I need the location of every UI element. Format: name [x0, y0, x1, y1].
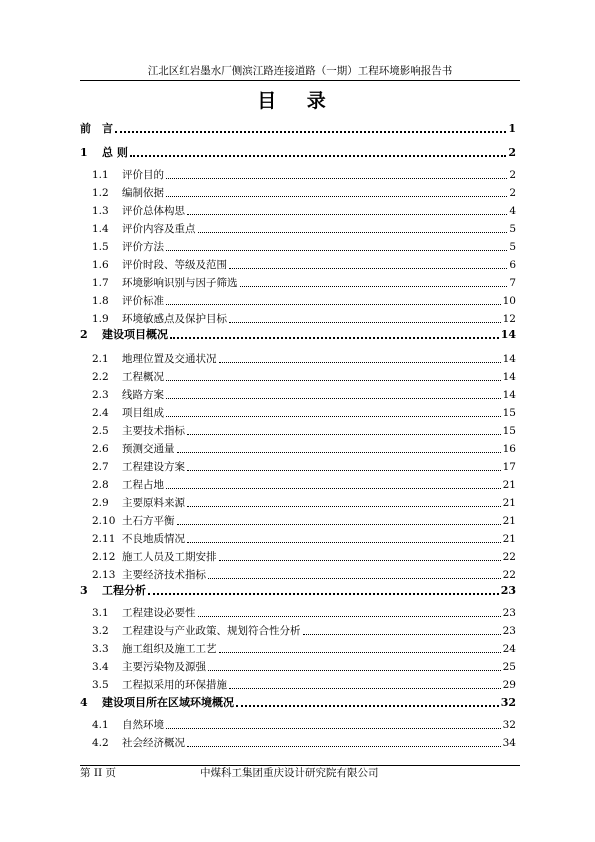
toc-entry-title: 建设项目概况: [102, 328, 168, 341]
toc-chapter-entry[interactable]: [80, 120, 516, 136]
toc-page-number: 24: [502, 643, 516, 655]
toc-page-number: 29: [502, 679, 516, 691]
toc-entry-number: 4.2: [92, 737, 109, 749]
toc-dot-leader: [166, 474, 501, 489]
toc-page-number: 2: [509, 187, 516, 199]
toc-entry-number: 2.2: [92, 371, 109, 383]
toc-page-number: 15: [502, 407, 516, 419]
toc-entry-title: 评价标准: [122, 295, 164, 307]
toc-section-entry[interactable]: [80, 716, 516, 732]
toc-dot-leader: [177, 510, 501, 525]
toc-entry-title: 编制依据: [122, 187, 164, 199]
toc-dot-leader: [166, 402, 501, 417]
toc-page-number: 21: [502, 533, 516, 545]
toc-dot-leader: [240, 272, 508, 287]
toc-entry-number: 2.1: [92, 353, 109, 365]
toc-chapter-entry[interactable]: [80, 694, 516, 710]
toc-entry-title: 地理位置及交通状况: [122, 353, 217, 365]
toc-section-entry[interactable]: [80, 350, 516, 366]
toc-entry-number: 1.9: [92, 313, 109, 325]
page-title: 目 录: [257, 90, 338, 112]
toc-section-entry[interactable]: [80, 202, 516, 218]
toc-page-number: 2: [508, 146, 516, 159]
toc-page-number: 2: [509, 169, 516, 181]
toc-entry-number: 前 言: [80, 122, 113, 135]
toc-dot-leader: [198, 602, 501, 617]
footer-rule: [80, 765, 520, 766]
toc-page-number: 12: [502, 313, 516, 325]
toc-section-entry[interactable]: [80, 622, 516, 638]
toc-chapter-entry[interactable]: [80, 582, 516, 598]
toc-section-entry[interactable]: [80, 184, 516, 200]
toc-entry-title: 总 则: [102, 146, 128, 159]
toc-dot-leader: [177, 438, 501, 453]
toc-page-number: 1: [508, 122, 516, 135]
toc-chapter-entry[interactable]: [80, 144, 516, 160]
toc-entry-title: 主要经济技术指标: [122, 569, 206, 581]
toc-page-number: 14: [502, 353, 516, 365]
toc-section-entry[interactable]: [80, 640, 516, 656]
toc-section-entry[interactable]: [80, 530, 516, 546]
toc-page-number: 21: [502, 479, 516, 491]
toc-section-entry[interactable]: [80, 404, 516, 420]
toc-page-number: 34: [502, 737, 516, 749]
toc-dot-leader: [229, 674, 501, 689]
toc-dot-leader: [166, 366, 501, 381]
toc-section-entry[interactable]: [80, 658, 516, 674]
toc-entry-title: 主要原料来源: [122, 497, 185, 509]
toc-dot-leader: [229, 254, 507, 269]
toc-entry-number: 3.3: [92, 643, 109, 655]
toc-entry-title: 项目组成: [122, 407, 164, 419]
toc-dot-leader: [148, 579, 499, 595]
toc-page-number: 21: [502, 515, 516, 527]
toc-entry-number: 2.10: [92, 515, 116, 527]
toc-section-entry[interactable]: [80, 676, 516, 692]
toc-page-number: 6: [509, 259, 516, 271]
toc-entry-title: 评价方法: [122, 241, 164, 253]
toc-entry-number: 2.9: [92, 497, 109, 509]
toc-dot-leader: [198, 218, 508, 233]
toc-entry-number: 2.13: [92, 569, 116, 581]
toc-section-entry[interactable]: [80, 440, 516, 456]
toc-entry-number: 3.4: [92, 661, 109, 673]
toc-section-entry[interactable]: [80, 220, 516, 236]
toc-dot-leader: [187, 732, 501, 747]
toc-dot-leader: [303, 620, 501, 635]
toc-section-entry[interactable]: [80, 512, 516, 528]
toc-dot-leader: [166, 182, 507, 197]
toc-page-number: 4: [509, 205, 516, 217]
toc-entry-number: 1.4: [92, 223, 109, 235]
toc-entry-number: 3.2: [92, 625, 109, 637]
toc-section-entry[interactable]: [80, 422, 516, 438]
toc-entry-title: 土石方平衡: [122, 515, 175, 527]
toc-entry-number: 1.6: [92, 259, 109, 271]
toc-dot-leader: [187, 492, 501, 507]
toc-entry-number: 4: [80, 696, 88, 709]
toc-section-entry[interactable]: [80, 292, 516, 308]
toc-entry-number: 1.5: [92, 241, 109, 253]
toc-section-entry[interactable]: [80, 734, 516, 750]
toc-section-entry[interactable]: [80, 386, 516, 402]
toc-chapter-entry[interactable]: [80, 326, 516, 342]
toc-entry-number: 2.8: [92, 479, 109, 491]
toc-entry-title: 施工组织及施工工艺: [122, 643, 217, 655]
page-number-label: 第 II 页: [80, 767, 116, 779]
toc-page-number: 23: [502, 625, 516, 637]
toc-entry-title: 主要污染物及源强: [122, 661, 206, 673]
toc-entry-number: 2.5: [92, 425, 109, 437]
toc-entry-title: 工程占地: [122, 479, 164, 491]
toc-entry-number: 2.7: [92, 461, 109, 473]
toc-dot-leader: [166, 384, 501, 399]
toc-page-number: 22: [502, 551, 516, 563]
toc-dot-leader: [187, 528, 501, 543]
toc-page-number: 10: [502, 295, 516, 307]
toc-entry-title: 预测交通量: [122, 443, 175, 455]
toc-entry-title: 评价内容及重点: [122, 223, 196, 235]
toc-dot-leader: [166, 236, 507, 251]
toc-entry-number: 1.7: [92, 277, 109, 289]
toc-dot-leader: [187, 456, 501, 471]
toc-entry-number: 3.5: [92, 679, 109, 691]
toc-entry-title: 自然环境: [122, 719, 164, 731]
toc-dot-leader: [166, 290, 501, 305]
toc-entry-title: 评价总体构思: [122, 205, 185, 217]
toc-entry-title: 环境敏感点及保护目标: [122, 313, 227, 325]
toc-entry-number: 1: [80, 146, 88, 159]
header-rule: [80, 80, 520, 81]
toc-entry-title: 评价目的: [122, 169, 164, 181]
toc-dot-leader: [166, 714, 501, 729]
toc-entry-number: 2: [80, 328, 88, 341]
toc-entry-title: 线路方案: [122, 389, 164, 401]
toc-page-number: 25: [502, 661, 516, 673]
toc-page-number: 14: [500, 328, 516, 341]
toc-page-number: 32: [502, 719, 516, 731]
toc-section-entry[interactable]: [80, 256, 516, 272]
toc-section-entry[interactable]: [80, 274, 516, 290]
toc-entry-title: 评价时段、等级及范围: [122, 259, 227, 271]
toc-page-number: 16: [502, 443, 516, 455]
toc-section-entry[interactable]: [80, 604, 516, 620]
toc-page-number: 14: [502, 371, 516, 383]
running-header: 江北区红岩墨水厂侧滨江路连接道路（一期）工程环境影响报告书: [147, 65, 453, 77]
toc-dot-leader: [187, 420, 501, 435]
toc-page-number: 32: [500, 696, 516, 709]
toc-page-number: 14: [502, 389, 516, 401]
toc-page-number: 15: [502, 425, 516, 437]
toc-dot-leader: [236, 691, 499, 707]
toc-dot-leader: [219, 546, 501, 561]
toc-entry-title: 工程拟采用的环保措施: [122, 679, 227, 691]
toc-entry-title: 主要技术指标: [122, 425, 185, 437]
toc-entry-number: 2.6: [92, 443, 109, 455]
toc-entry-title: 环境影响识别与因子筛选: [122, 277, 238, 289]
toc-entry-number: 2.11: [92, 533, 116, 545]
toc-dot-leader: [115, 117, 506, 133]
toc-entry-number: 2.4: [92, 407, 109, 419]
toc-entry-number: 1.8: [92, 295, 109, 307]
toc-section-entry[interactable]: [80, 166, 516, 182]
toc-entry-number: 1.3: [92, 205, 109, 217]
toc-dot-leader: [219, 348, 501, 363]
toc-entry-number: 3: [80, 584, 88, 597]
toc-page-number: 5: [509, 241, 516, 253]
toc-section-entry[interactable]: [80, 548, 516, 564]
toc-entry-number: 3.1: [92, 607, 109, 619]
toc-entry-title: 社会经济概况: [122, 737, 185, 749]
toc-section-entry[interactable]: [80, 238, 516, 254]
toc-entry-number: 1.2: [92, 187, 109, 199]
toc-entry-number: 2.3: [92, 389, 109, 401]
toc-section-entry[interactable]: [80, 458, 516, 474]
toc-dot-leader: [208, 656, 501, 671]
toc-dot-leader: [208, 564, 501, 579]
toc-entry-title: 工程建设方案: [122, 461, 185, 473]
organization-name: 中煤科工集团重庆设计研究院有限公司: [200, 767, 379, 779]
toc-entry-number: 2.12: [92, 551, 116, 563]
toc-dot-leader: [166, 164, 507, 179]
toc-dot-leader: [130, 141, 507, 157]
toc-entry-number: 4.1: [92, 719, 109, 731]
toc-entry-title: 工程概况: [122, 371, 164, 383]
toc-page-number: 5: [509, 223, 516, 235]
toc-entry-number: 1.1: [92, 169, 109, 181]
toc-section-entry[interactable]: [80, 368, 516, 384]
toc-page-number: 17: [502, 461, 516, 473]
toc-entry-title: 工程建设必要性: [122, 607, 196, 619]
toc-page-number: 22: [502, 569, 516, 581]
toc-page-number: 23: [502, 607, 516, 619]
toc-entry-title: 工程建设与产业政策、规划符合性分析: [122, 625, 301, 637]
toc-entry-title: 不良地质情况: [122, 533, 185, 545]
toc-entry-title: 施工人员及工期安排: [122, 551, 217, 563]
toc-page-number: 23: [500, 584, 516, 597]
toc-entry-title: 建设项目所在区域环境概况: [102, 696, 234, 709]
toc-dot-leader: [187, 200, 507, 215]
toc-page-number: 21: [502, 497, 516, 509]
toc-dot-leader: [170, 323, 499, 339]
toc-section-entry[interactable]: [80, 494, 516, 510]
toc-section-entry[interactable]: [80, 476, 516, 492]
toc-entry-title: 工程分析: [102, 584, 146, 597]
toc-page-number: 7: [509, 277, 516, 289]
toc-dot-leader: [219, 638, 501, 653]
toc-dot-leader: [229, 308, 501, 323]
